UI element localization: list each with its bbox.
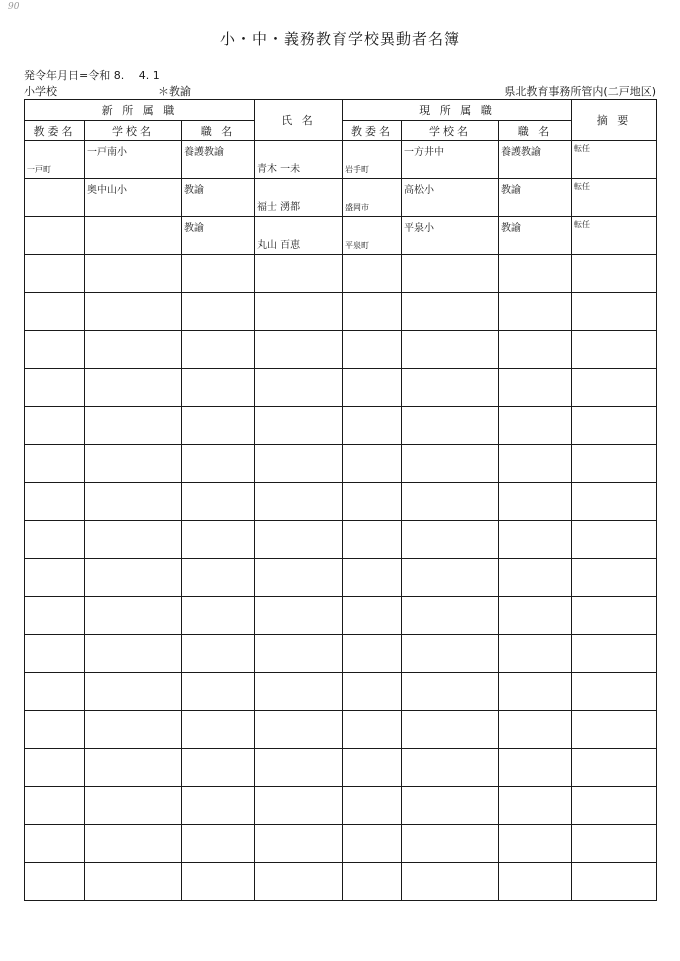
table-row	[25, 559, 657, 597]
cell-new-board	[25, 749, 85, 787]
cell-current-school	[402, 217, 499, 255]
cell-new-board	[25, 141, 85, 179]
cell-summary	[572, 825, 657, 863]
cell-new-position	[182, 787, 255, 825]
cell-new-position	[182, 255, 255, 293]
cell-new-school	[85, 635, 182, 673]
cell-new-board	[25, 483, 85, 521]
cell-name	[255, 863, 343, 901]
cell-current-board-text: 盛岡市	[345, 203, 369, 212]
cell-current-position	[499, 293, 572, 331]
cell-summary	[572, 407, 657, 445]
cell-summary	[572, 179, 657, 217]
cell-summary	[572, 597, 657, 635]
cell-summary	[572, 369, 657, 407]
cell-summary	[572, 711, 657, 749]
cell-current-position	[499, 521, 572, 559]
cell-new-position	[182, 711, 255, 749]
cell-current-position	[499, 407, 572, 445]
table-row	[25, 825, 657, 863]
cell-summary	[572, 673, 657, 711]
cell-new-board	[25, 825, 85, 863]
cell-current-position	[499, 749, 572, 787]
table-row	[25, 863, 657, 901]
cell-new-board	[25, 673, 85, 711]
cell-new-school	[85, 179, 182, 217]
table-row	[25, 711, 657, 749]
cell-summary-text: 転任	[574, 220, 590, 229]
cell-new-board	[25, 635, 85, 673]
cell-new-board	[25, 711, 85, 749]
cell-current-board	[343, 521, 402, 559]
cell-current-position-text: 教諭	[501, 223, 521, 234]
cell-new-school	[85, 559, 182, 597]
cell-new-school	[85, 825, 182, 863]
cell-current-position	[499, 179, 572, 217]
cell-new-position-text: 養護教諭	[184, 147, 224, 158]
cell-name	[255, 369, 343, 407]
cell-current-board	[343, 445, 402, 483]
cell-current-position	[499, 787, 572, 825]
region: 県北教育事務所管内(二戸地区)	[504, 85, 656, 98]
cell-current-board	[343, 483, 402, 521]
table-row	[25, 445, 657, 483]
cell-current-board	[343, 331, 402, 369]
cell-new-school	[85, 369, 182, 407]
cell-summary	[572, 559, 657, 597]
table-row	[25, 635, 657, 673]
table-row	[25, 407, 657, 445]
cell-name	[255, 673, 343, 711]
cell-current-school	[402, 483, 499, 521]
cell-name	[255, 331, 343, 369]
cell-current-board	[343, 673, 402, 711]
cell-name-text: 青木 一未	[257, 164, 301, 175]
cell-name-text: 丸山 百恵	[257, 240, 301, 251]
table-row	[25, 293, 657, 331]
cell-new-school	[85, 597, 182, 635]
cell-current-board-text: 平泉町	[345, 241, 369, 250]
cell-new-school	[85, 521, 182, 559]
table-row	[25, 787, 657, 825]
cell-summary	[572, 483, 657, 521]
cell-new-position	[182, 673, 255, 711]
cell-current-school	[402, 711, 499, 749]
cell-new-school-text: 奥中山小	[87, 185, 127, 196]
header-new-post: 新 所 属 職	[25, 100, 255, 121]
table-row	[25, 369, 657, 407]
header-current-post: 現 所 属 職	[343, 100, 572, 121]
cell-current-school	[402, 141, 499, 179]
cell-new-position	[182, 749, 255, 787]
cell-current-position	[499, 483, 572, 521]
cell-new-position	[182, 179, 255, 217]
cell-current-school	[402, 521, 499, 559]
cell-name	[255, 407, 343, 445]
table-row	[25, 179, 657, 217]
cell-new-school	[85, 445, 182, 483]
cell-current-school	[402, 293, 499, 331]
cell-new-position	[182, 293, 255, 331]
cell-new-school	[85, 331, 182, 369]
cell-summary-text: 転任	[574, 182, 590, 191]
cell-summary	[572, 255, 657, 293]
header-summary: 摘 要	[572, 100, 657, 141]
document-title: 小・中・義務教育学校異動者名簿	[219, 30, 460, 48]
cell-new-position	[182, 863, 255, 901]
cell-current-position	[499, 673, 572, 711]
page-number-mark: 90	[8, 2, 20, 12]
cell-name	[255, 597, 343, 635]
cell-current-board	[343, 217, 402, 255]
cell-current-school	[402, 369, 499, 407]
cell-current-board	[343, 141, 402, 179]
cell-current-position	[499, 863, 572, 901]
cell-new-position	[182, 521, 255, 559]
cell-current-position	[499, 597, 572, 635]
cell-current-school	[402, 787, 499, 825]
header-new-board: 教委名	[25, 121, 85, 141]
cell-current-board-text: 岩手町	[345, 165, 369, 174]
cell-new-school	[85, 293, 182, 331]
cell-summary-text: 転任	[574, 144, 590, 153]
table-row	[25, 597, 657, 635]
cell-current-position	[499, 331, 572, 369]
cell-name	[255, 711, 343, 749]
cell-summary	[572, 217, 657, 255]
header-current-board: 教委名	[343, 121, 402, 141]
cell-name	[255, 141, 343, 179]
cell-current-school-text: 一方井中	[404, 147, 444, 158]
cell-summary	[572, 863, 657, 901]
cell-name	[255, 635, 343, 673]
cell-new-board	[25, 255, 85, 293]
cell-new-position-text: 教諭	[184, 185, 204, 196]
cell-current-board	[343, 825, 402, 863]
cell-name	[255, 521, 343, 559]
cell-summary	[572, 293, 657, 331]
cell-new-board	[25, 445, 85, 483]
cell-summary	[572, 445, 657, 483]
cell-current-position	[499, 711, 572, 749]
cell-new-position	[182, 407, 255, 445]
cell-current-position	[499, 217, 572, 255]
cell-new-school-text: 一戸南小	[87, 147, 127, 158]
cell-new-position	[182, 597, 255, 635]
cell-name	[255, 483, 343, 521]
cell-new-board	[25, 597, 85, 635]
cell-new-school	[85, 407, 182, 445]
cell-current-board	[343, 293, 402, 331]
cell-name	[255, 559, 343, 597]
cell-name	[255, 179, 343, 217]
cell-new-school	[85, 141, 182, 179]
cell-current-school	[402, 559, 499, 597]
header-new-school: 学校名	[85, 121, 182, 141]
table-row	[25, 141, 657, 179]
cell-new-school	[85, 711, 182, 749]
cell-current-position	[499, 635, 572, 673]
cell-summary	[572, 521, 657, 559]
cell-current-position-text: 教諭	[501, 185, 521, 196]
cell-name	[255, 217, 343, 255]
cell-current-school	[402, 825, 499, 863]
cell-new-position	[182, 483, 255, 521]
cell-new-board	[25, 407, 85, 445]
table-row	[25, 673, 657, 711]
table-row	[25, 331, 657, 369]
cell-current-school-text: 平泉小	[404, 223, 434, 234]
header-name: 氏 名	[255, 100, 343, 141]
cell-summary	[572, 787, 657, 825]
cell-summary	[572, 331, 657, 369]
cell-new-position	[182, 331, 255, 369]
cell-new-board	[25, 179, 85, 217]
cell-new-board	[25, 559, 85, 597]
cell-new-position	[182, 445, 255, 483]
cell-current-board	[343, 635, 402, 673]
header-current-school: 学校名	[402, 121, 499, 141]
table-row	[25, 217, 657, 255]
school-type: 小学校	[24, 85, 57, 98]
cell-current-board	[343, 369, 402, 407]
cell-new-school	[85, 787, 182, 825]
cell-current-school	[402, 407, 499, 445]
cell-current-school	[402, 863, 499, 901]
cell-current-position	[499, 559, 572, 597]
table-row	[25, 483, 657, 521]
cell-current-board	[343, 711, 402, 749]
transfer-roster-table	[24, 99, 657, 901]
cell-current-school	[402, 673, 499, 711]
cell-current-school	[402, 179, 499, 217]
cell-new-school	[85, 217, 182, 255]
cell-current-position-text: 養護教諭	[501, 147, 541, 158]
cell-new-school	[85, 749, 182, 787]
cell-new-board	[25, 217, 85, 255]
cell-current-position	[499, 825, 572, 863]
cell-summary	[572, 141, 657, 179]
cell-new-school	[85, 483, 182, 521]
table-row	[25, 255, 657, 293]
cell-new-position	[182, 559, 255, 597]
cell-current-school	[402, 597, 499, 635]
cell-current-position	[499, 255, 572, 293]
cell-new-board	[25, 293, 85, 331]
cell-new-school	[85, 673, 182, 711]
cell-new-board	[25, 863, 85, 901]
cell-current-school	[402, 749, 499, 787]
cell-current-board	[343, 179, 402, 217]
cell-new-board	[25, 521, 85, 559]
cell-current-board	[343, 255, 402, 293]
cell-current-school	[402, 331, 499, 369]
cell-summary	[572, 635, 657, 673]
cell-current-position	[499, 445, 572, 483]
cell-name-text: 福士 湧都	[257, 202, 301, 213]
cell-name	[255, 825, 343, 863]
header-new-position: 職 名	[182, 121, 255, 141]
cell-summary	[572, 749, 657, 787]
cell-name	[255, 255, 343, 293]
cell-current-position	[499, 369, 572, 407]
cell-name	[255, 445, 343, 483]
cell-new-board	[25, 787, 85, 825]
cell-current-board	[343, 863, 402, 901]
cell-new-position	[182, 217, 255, 255]
cell-current-school	[402, 255, 499, 293]
cell-new-position	[182, 141, 255, 179]
table-row	[25, 749, 657, 787]
table-row	[25, 521, 657, 559]
cell-new-position	[182, 635, 255, 673]
cell-new-school	[85, 863, 182, 901]
cell-new-position-text: 教諭	[184, 223, 204, 234]
cell-new-board-text: 一戸町	[27, 165, 51, 174]
cell-current-board	[343, 749, 402, 787]
cell-current-board	[343, 407, 402, 445]
cell-new-board	[25, 331, 85, 369]
cell-new-position	[182, 825, 255, 863]
cell-name	[255, 293, 343, 331]
cell-current-board	[343, 787, 402, 825]
header-current-position: 職 名	[499, 121, 572, 141]
note: ＊教諭	[158, 85, 191, 98]
cell-new-board	[25, 369, 85, 407]
cell-current-board	[343, 559, 402, 597]
cell-current-position	[499, 141, 572, 179]
cell-current-school-text: 高松小	[404, 185, 434, 196]
cell-new-position	[182, 369, 255, 407]
cell-new-school	[85, 255, 182, 293]
cell-current-school	[402, 445, 499, 483]
issue-date: 発令年月日=令和 8. 4. 1	[24, 69, 160, 82]
cell-current-board	[343, 597, 402, 635]
cell-name	[255, 749, 343, 787]
cell-current-school	[402, 635, 499, 673]
cell-name	[255, 787, 343, 825]
